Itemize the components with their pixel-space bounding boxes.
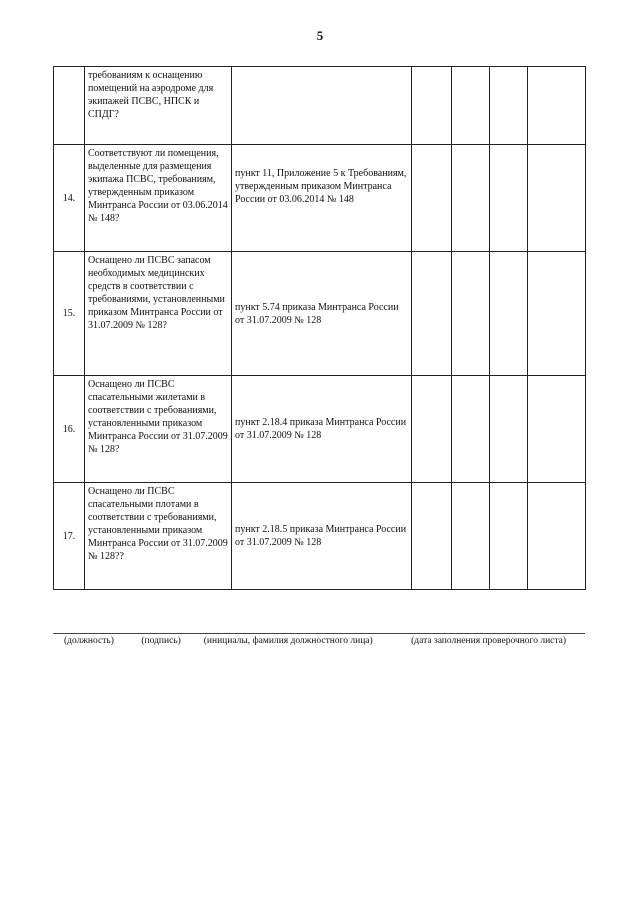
row-reference [232, 67, 412, 145]
checklist-table [53, 66, 586, 590]
answer-no-cell [452, 376, 490, 483]
answer-na-cell [490, 145, 528, 252]
row-number: 14. [54, 145, 85, 252]
answer-no-cell [452, 145, 490, 252]
answer-yes-cell [412, 145, 452, 252]
table-row [54, 483, 586, 590]
table-row [54, 67, 586, 145]
answer-yes-cell [412, 67, 452, 145]
answer-yes-cell [412, 376, 452, 483]
comment-cell [528, 145, 586, 252]
row-number: 17. [54, 483, 85, 590]
answer-yes-cell [412, 483, 452, 590]
comment-cell [528, 67, 586, 145]
row-number [54, 67, 85, 145]
answer-no-cell [452, 67, 490, 145]
row-question: Оснащено ли ПСВС спасательными плотами в соответствии с требованиями, установленными приказом Минтранса России от 31.07.2009 № 128?? [85, 483, 232, 590]
row-reference: пункт 5.74 приказа Минтранса России от 31.07.2009 № 128 [232, 252, 412, 376]
table-row [54, 252, 586, 376]
answer-na-cell [490, 252, 528, 376]
row-question: Оснащено ли ПСВС спасательными жилетами в соответствии с требованиями, установленными приказом Минтранса России от 31.07.2009 № 128? [85, 376, 232, 483]
row-reference: пункт 11, Приложение 5 к Требованиям, утвержденным приказом Минтранса России от 03.06.2014 № 148 [232, 145, 412, 252]
signature-labels [64, 636, 566, 646]
row-number: 16. [54, 376, 85, 483]
comment-cell [528, 252, 586, 376]
row-question: Соответствуют ли помещения, выделенные для размещения экипажа ПСВС, требованиям, утвержденным приказом Минтранса России от 03.06.2014 № 148? [85, 145, 232, 252]
answer-no-cell [452, 483, 490, 590]
signature-date-label: (дата заполнения проверочного листа) [411, 636, 567, 646]
row-question: Оснащено ли ПСВС запасом необходимых медицинских средств в соответствии с требованиями, установленными приказом Минтранса России от 31.07.2009 № 128? [85, 252, 232, 376]
signature-line [53, 633, 585, 634]
answer-na-cell [490, 376, 528, 483]
answer-no-cell [452, 252, 490, 376]
answer-na-cell [490, 67, 528, 145]
comment-cell [528, 483, 586, 590]
row-reference: пункт 2.18.4 приказа Минтранса России от 31.07.2009 № 128 [232, 376, 412, 483]
table-row [54, 145, 586, 252]
signature-sign-label: (подпись) [141, 636, 181, 646]
page-number: 5 [316, 28, 324, 43]
row-question: требованиям к оснащению помещений на аэродроме для экипажей ПСВС, НПСК и СПДГ? [85, 67, 232, 145]
answer-na-cell [490, 483, 528, 590]
row-number: 15. [54, 252, 85, 376]
signature-position-label: (должность) [64, 636, 114, 646]
signature-name-label: (инициалы, фамилия должностного лица) [203, 636, 373, 646]
table-row [54, 376, 586, 483]
answer-yes-cell [412, 252, 452, 376]
row-reference: пункт 2.18.5 приказа Минтранса России от 31.07.2009 № 128 [232, 483, 412, 590]
comment-cell [528, 376, 586, 483]
